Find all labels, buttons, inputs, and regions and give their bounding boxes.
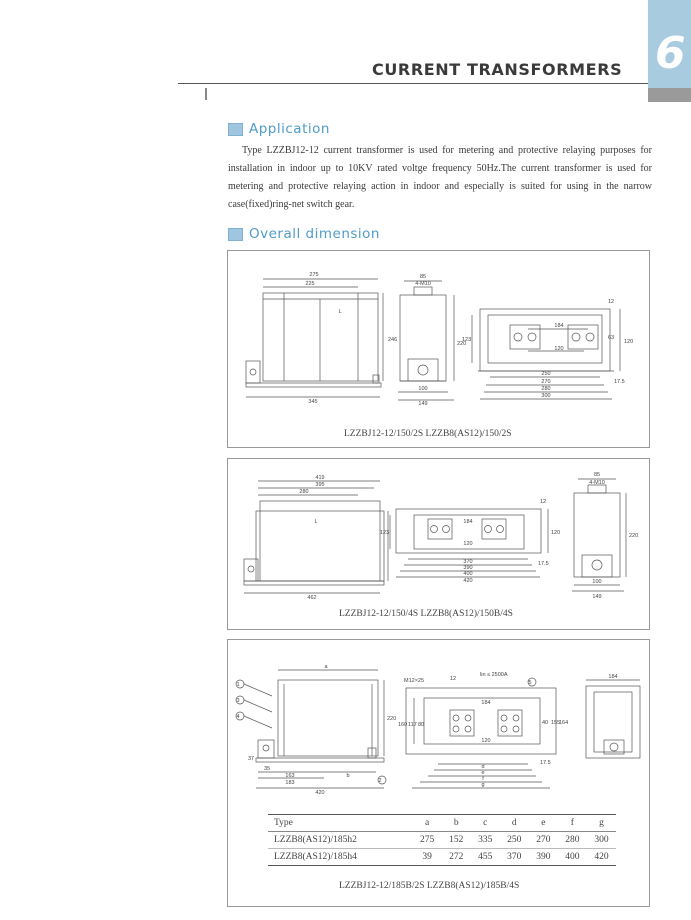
dim-label: 280: [299, 489, 309, 495]
table-header-e: e: [529, 815, 558, 832]
table-cell: 300: [594, 835, 609, 845]
dim-label: 4-M10: [415, 281, 431, 287]
dim-label: 184: [463, 519, 473, 525]
table-header-d: d: [500, 815, 529, 832]
dim-label: L: [314, 519, 318, 525]
dim-label: f: [482, 776, 484, 782]
callout-number: 2: [378, 778, 382, 784]
dim-label: 220: [629, 533, 639, 539]
dim-label: 17.5: [614, 379, 625, 385]
table-cell: 275: [420, 835, 435, 845]
page-header-title: CURRENT TRANSFORMERS: [372, 60, 623, 79]
table-cell: 370: [500, 849, 529, 866]
table-cell: 39: [413, 849, 442, 866]
callout-number: 5: [528, 680, 532, 686]
dim-label: 419: [315, 475, 325, 481]
callout-number: 4: [236, 714, 240, 720]
dim-label: 85: [419, 274, 427, 280]
table-row: [268, 832, 616, 849]
dim-label: 420: [315, 790, 325, 796]
dim-label: 184: [554, 323, 564, 329]
dim-label: 250: [541, 371, 551, 377]
table-cell: 250: [507, 835, 522, 845]
dim-label: 149: [592, 594, 602, 600]
dim-label: 12: [608, 299, 615, 305]
table-row: [268, 849, 616, 866]
table-header-row: [268, 815, 616, 832]
dim-label: 184: [608, 674, 618, 680]
dim-label: 80: [418, 722, 425, 728]
dim-label: 160: [398, 722, 408, 728]
dim-label: 120: [554, 346, 564, 352]
dim-label: M12×25: [404, 678, 425, 684]
table-cell: 455: [471, 849, 500, 866]
dim-label: 163: [285, 773, 295, 779]
table-cell: 420: [587, 849, 616, 866]
dim-label: d: [481, 764, 485, 770]
callout-number: 1: [236, 682, 240, 688]
dim-label: 220: [387, 716, 397, 722]
table-header-f: f: [558, 815, 587, 832]
dim-label: 184: [481, 700, 491, 706]
dim-label: 17.5: [538, 561, 549, 567]
dim-label: 117: [408, 722, 417, 728]
dim-label: e: [481, 770, 485, 776]
drawing-caption-1: LZZBJ12-12/150/2S LZZB8(AS12)/150/2S: [344, 429, 512, 439]
dim-label: 40: [542, 720, 549, 726]
margin-mark: [205, 88, 207, 100]
square-bullet-icon: [228, 123, 243, 136]
dim-label: 275: [309, 272, 319, 278]
dim-label: b: [346, 773, 350, 779]
dim-label: 149: [418, 401, 428, 407]
application-heading-text: Application: [249, 121, 330, 137]
header-rule: [178, 83, 648, 84]
dim-label: 4-M10: [589, 480, 605, 486]
dim-label: 220: [457, 341, 467, 347]
table-header-g: g: [587, 815, 616, 832]
dimension-heading: [228, 226, 380, 242]
table-cell: 390: [529, 849, 558, 866]
dim-label: 37: [248, 756, 255, 762]
drawing-panel-1: [227, 250, 650, 448]
dim-label: 85: [593, 472, 601, 478]
table-cell: 272: [442, 849, 471, 866]
dimension-drawing-3: [228, 640, 649, 810]
callout-number: 3: [236, 698, 240, 704]
dim-label: 123: [462, 337, 472, 343]
dim-label: 370: [463, 559, 473, 565]
table-cell: 152: [449, 835, 464, 845]
dim-label: lin ≤ 2500A: [480, 672, 508, 678]
dim-label: 120: [551, 530, 561, 536]
chapter-tab-bar: [648, 88, 691, 102]
drawing-caption-3: LZZBJ12-12/185B/2S LZZB8(AS12)/185B/4S: [339, 881, 520, 891]
dim-label: a: [324, 664, 328, 670]
application-paragraph: Type LZZBJ12-12 current transformer is used for metering and protective relaying purposes for installation in indoor up to 10KV rated voltge frequency 50Hz.The current transformer is used for metering and protective relaying action in indoor and especially is suited for using in the narrow case(fixed)ring-net switch gear.: [228, 145, 652, 210]
dim-label: g: [481, 782, 485, 788]
dim-label: 345: [308, 399, 318, 405]
dim-label: 35: [264, 766, 271, 772]
table-cell-type: LZZB8(AS12)/185h2: [274, 835, 357, 845]
table-header-c: c: [471, 815, 500, 832]
dim-label: 300: [541, 393, 551, 399]
dim-label: 246: [388, 337, 398, 343]
square-bullet-icon: [228, 228, 243, 241]
dim-label: 123: [380, 530, 390, 536]
dimension-drawing-1: [228, 251, 649, 447]
table-header-a: a: [413, 815, 442, 832]
dim-label: 270: [541, 379, 551, 385]
dim-label: 420: [463, 578, 473, 584]
dim-label: 395: [315, 482, 325, 488]
dim-label: 225: [305, 281, 315, 287]
dim-label: 462: [307, 595, 317, 601]
dim-label: L: [338, 309, 342, 315]
dim-label: 155: [551, 720, 561, 726]
dim-label: 164: [559, 720, 569, 726]
dimension-heading-text: Overall dimension: [249, 226, 380, 242]
dim-label: 120: [481, 738, 491, 744]
drawing-caption-2: LZZBJ12-12/150/4S LZZB8(AS12)/150B/4S: [339, 609, 513, 619]
table-cell-type: LZZB8(AS12)/185h4: [268, 849, 413, 866]
table-cell: 280: [565, 835, 580, 845]
dim-label: 120: [463, 541, 473, 547]
chapter-number: 6: [655, 28, 686, 79]
dim-label: 390: [463, 565, 473, 571]
dim-label: 12: [450, 676, 457, 682]
table-cell: 270: [536, 835, 551, 845]
dim-label: 63: [608, 335, 615, 341]
dim-label: 12: [540, 499, 547, 505]
dimension-drawing-2: [228, 459, 649, 629]
application-heading: [228, 121, 330, 137]
dim-label: 17.5: [540, 760, 551, 766]
table-cell: 400: [558, 849, 587, 866]
dim-label: 183: [285, 780, 295, 786]
dim-label: 120: [624, 339, 634, 345]
drawing-panel-3: [227, 639, 650, 907]
table-cell: 335: [478, 835, 493, 845]
dim-label: 100: [592, 579, 602, 585]
dim-label: 400: [463, 571, 473, 577]
drawing-panel-2: [227, 458, 650, 630]
table-header-type: Type: [268, 815, 413, 832]
table-header-b: b: [442, 815, 471, 832]
dim-label: 100: [418, 386, 428, 392]
dimension-table: [268, 814, 616, 866]
dim-label: 280: [541, 386, 551, 392]
